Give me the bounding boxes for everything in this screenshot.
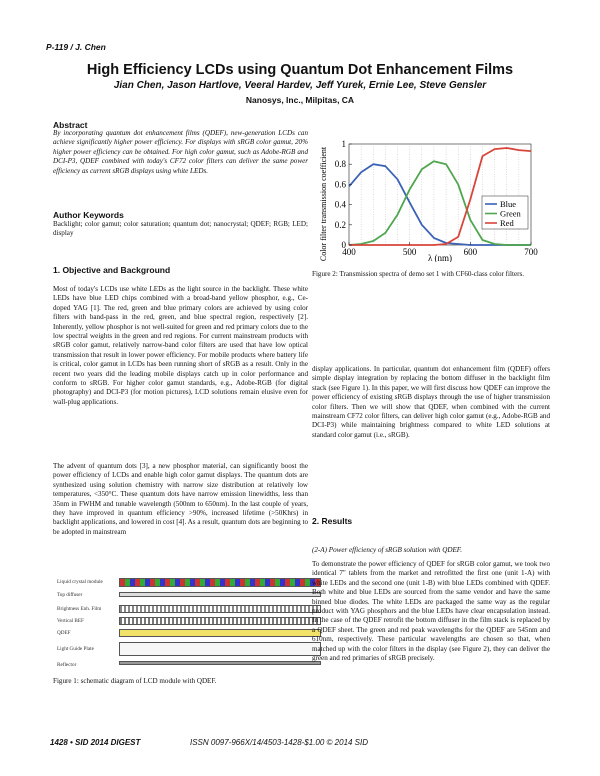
layer-label: Brightness Enh. Film bbox=[57, 606, 102, 612]
y-tick-label: 0.4 bbox=[334, 199, 346, 210]
layer-label: Vertical BEF bbox=[57, 618, 84, 624]
lc-module-layer bbox=[119, 578, 321, 587]
layer-label: Light Guide Plate bbox=[57, 646, 94, 652]
lcd-module-diagram bbox=[57, 577, 321, 669]
page-header: P-119 / J. Chen bbox=[46, 42, 106, 52]
light-guide-plate-layer bbox=[119, 642, 321, 656]
layer-label: Liquid crystal module bbox=[57, 579, 103, 585]
section1-paragraph-2: The advent of quantum dots [3], a new phosphor material, can significantly boost the power efficiency of LCDs and enable high color gamut displays. The quantum dots are synthesized using solution chemistry with narrow size distribution at relatively low temperatures, <350°C. These quantum dots have narrow emission linewidths, less than 35nm in FWHM and tunable wavelength (500nm to 650nm). In the last couple of years, they have improved in quantum efficiency >90%, increased lifetime (>50Khrs) in backlight applications, and lowered in cost [4]. As a result, quantum dots are beginning to be adopted in mainstream bbox=[53, 462, 308, 536]
footer-right: ISSN 0097-966X/14/4503-1428-$1.00 © 2014 SID bbox=[190, 738, 369, 747]
top-diffuser-layer bbox=[119, 592, 321, 597]
abstract-text: By incorporating quantum dot enhancement films (QDEF), new-generation LCDs can achieve significantly higher power efficiency. For displays with sRGB color gamut, 20% higher power efficiency can be obtained. For high color gamut, such as Adobe-RGB and DCI-P3, QDEF combined with today's CF72 color filters can deliver the same power efficiency as current sRGB displays using white LEDs. bbox=[53, 129, 308, 175]
section1-heading: 1. Objective and Background bbox=[53, 265, 171, 275]
keywords-text: Backlight; color gamut; color saturation; quantum dot; nanocrystal; QDEF; RGB; LED; display bbox=[53, 220, 308, 238]
legend-label: Green bbox=[500, 208, 521, 219]
y-tick-label: 1 bbox=[341, 139, 346, 149]
y-tick-label: 0.8 bbox=[334, 159, 346, 170]
chart-xlabel: λ (nm) bbox=[427, 253, 453, 262]
layer-label: QDEF bbox=[57, 630, 71, 636]
y-tick-label: 0 bbox=[341, 240, 346, 250]
vertical-bef-layer bbox=[119, 617, 321, 625]
layer-label: Top diffuser bbox=[57, 592, 83, 598]
qdef-layer bbox=[119, 629, 321, 637]
transmission-spectra-chart bbox=[312, 136, 556, 262]
paper-affiliation: Nanosys, Inc., Milpitas, CA bbox=[245, 95, 355, 105]
x-tick-label: 600 bbox=[463, 247, 478, 257]
y-tick-label: 0.2 bbox=[334, 219, 346, 230]
section1-paragraph-1: Most of today's LCDs use white LEDs as the light source in the backlight. These white LEDs have blue LED chips combined with a broad-band yellow phosphor, e.g., Ce-doped YAG [1]. The red, green and blue primary colors are achieved by using color filters with band-pass in the red, green, and blue spectral region, respectively [2]. Inherently, yellow phosphor is not well-suited for green and red primary colors due to the low spectral weights in the green and red regions. For current mainstream products with sRGB color gamut, relatively narrow-band color filters are used that have low optical transmission that result in lower power efficiency. For mobile products where battery life is critical, color gamut in LCDs has been running short of sRGB as a result. Only in the recent two years did the leading mobile displays catch up in color performance and conform to sRGB. For higher color gamut standards, e.g., Adobe-RGB (for digital photography) and DCI-P3 (for motion pictures), LCD solutions remain elusive even for wall-plug applications. bbox=[53, 285, 308, 406]
reflector-layer bbox=[119, 661, 321, 665]
figure1-caption: Figure 1: schematic diagram of LCD module with QDEF. bbox=[53, 677, 217, 685]
footer-left: 1428 • SID 2014 DIGEST bbox=[50, 738, 141, 747]
results-heading: 2. Results bbox=[312, 516, 353, 526]
results-subheading: (2-A) Power efficiency of sRGB solution with QDEF. bbox=[312, 546, 462, 554]
plot-frame bbox=[349, 144, 531, 245]
legend-label: Red bbox=[500, 218, 514, 228]
legend-label: Blue bbox=[500, 199, 517, 209]
bef-layer bbox=[119, 605, 321, 613]
y-tick-label: 0.6 bbox=[334, 179, 346, 190]
x-tick-label: 700 bbox=[524, 247, 538, 257]
results-paragraph: To demonstrate the power efficiency of QDEF for sRGB color gamut, we took two identical 7" tablets from the market and retrofitted the first one (unit 1-A) with white LEDs and the second one (unit 1-B) with blue LEDs combined with QDEF. Both white and blue LEDs are sourced from the same vendor and have the same binned blue diodes. The white LEDs are packaged the same way as the regular product with YAG phosphors and the blue LEDs have clear encapsulation instead. In the case of the QDEF retrofit the bottom diffuser in the film stack is replaced by a QDEF sheet. The green and red peak wavelengths for the QDEF are 545nm and 610nm, respectively. These particular wavelengths are chosen so that, when matched up with the color filters in the display (see Figure 2), they can deliver the green and red primaries of sRGB precisely. bbox=[312, 560, 550, 663]
figure2-caption: Figure 2: Transmission spectra of demo set 1 with CF60-class color filters. bbox=[312, 270, 525, 278]
chart-ylabel: Color filter transmission coefficient bbox=[319, 146, 328, 262]
paper-title: High Efficiency LCDs using Quantum Dot Enhancement Films bbox=[86, 62, 514, 78]
keywords-heading: Author Keywords bbox=[53, 210, 124, 220]
abstract-heading: Abstract bbox=[53, 120, 88, 130]
paper-authors: Jian Chen, Jason Hartlove, Veeral Hardev, Jeff Yurek, Ernie Lee, Steve Gensler bbox=[113, 80, 487, 91]
x-tick-label: 500 bbox=[402, 247, 417, 257]
x-tick-label: 400 bbox=[342, 247, 356, 257]
col2-paragraph-1: display applications. In particular, quantum dot enhancement film (QDEF) offers simple display integration by replacing the bottom diffuser in the backlight film stack (see Figure 1). In this paper, we will first discuss how QDEF can improve the power efficiency of existing sRGB displays through the use of higher transmission color filters. Then we will show that QDEF, when combined with the current mainstream CF72 color filters, can deliver high color gamut (e.g., Adobe-RGB and DCI-P3) while maintaining brightness compared to white LED solutions at standard color gamut (i.e., sRGB). bbox=[312, 365, 550, 439]
layer-label: Reflector bbox=[57, 662, 77, 668]
